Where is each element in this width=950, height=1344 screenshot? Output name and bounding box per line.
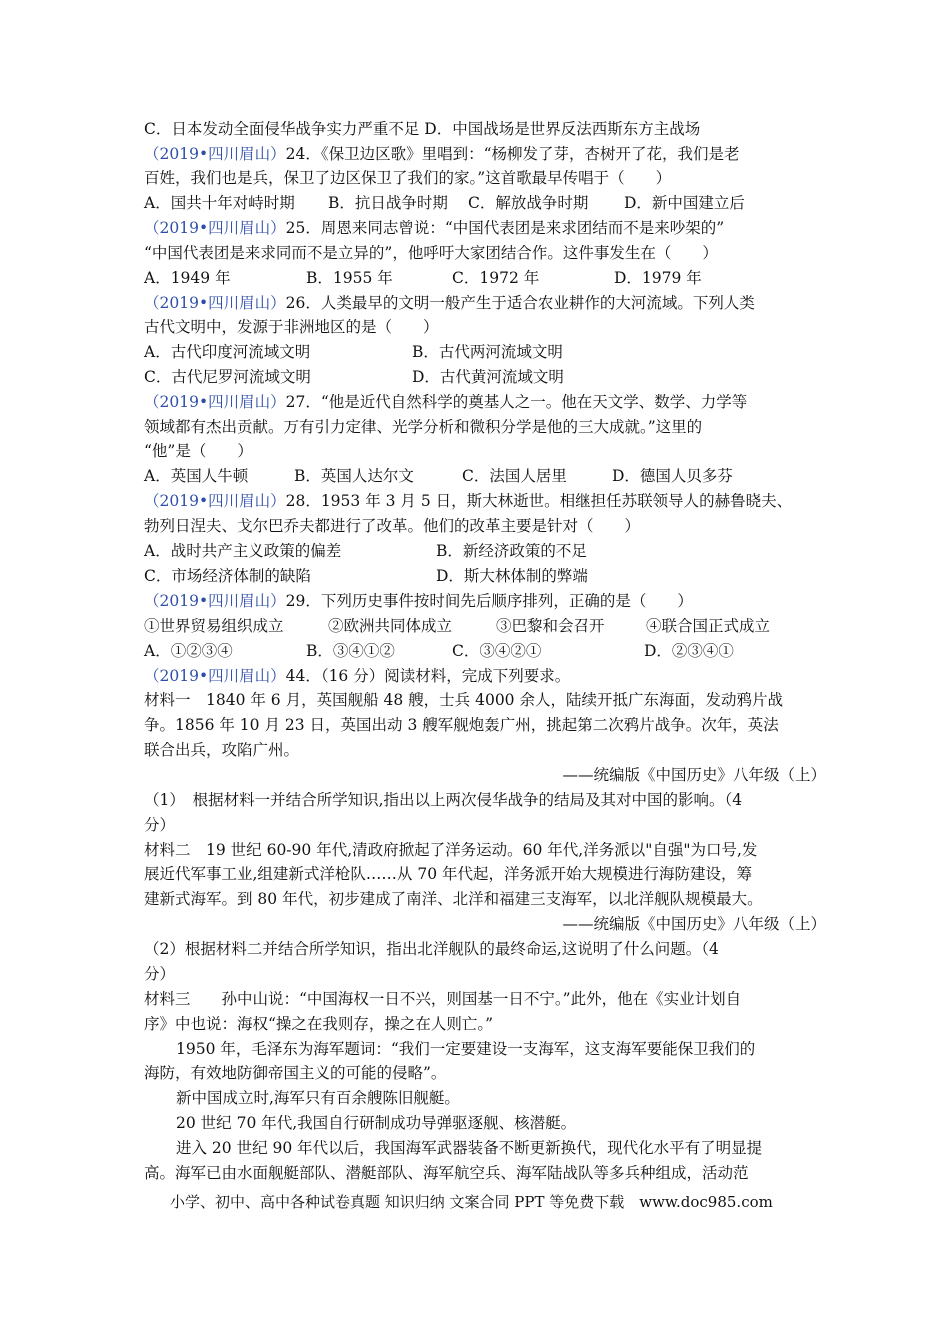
text-line: 高。海军已由水面舰艇部队、潜艇部队、海军航空兵、海军陆战队等多兵种组成，活动范 — [144, 1164, 749, 1182]
options-row — [144, 466, 804, 486]
citation: ——统编版《中国历史》八年级（上） — [562, 766, 826, 784]
question-text: 25．周恩来同志曾说：“中国代表团是来求团结而不是来吵架的” — [285, 219, 725, 237]
events-row — [144, 616, 804, 636]
question-26 — [144, 293, 755, 313]
options-row — [144, 541, 804, 561]
text-line: 材料三 孙中山说：“中国海权一日不兴，则国基一日不宁。”此外，他在《实业计划自 — [144, 990, 742, 1008]
text-line: 百姓，我们也是兵，保卫了边区保卫了我们的家。”这首歌最早传唱于（ ） — [144, 169, 672, 187]
option-a: A．①②③④ — [144, 642, 233, 660]
text-line: 材料二 19 世纪 60-90 年代,清政府掀起了洋务运动。60 年代,洋务派以"自强"为口号,发 — [144, 841, 758, 859]
citation: ——统编版《中国历史》八年级（上） — [562, 915, 826, 933]
option-a: A．1949 年 — [144, 269, 231, 287]
question-text: 27．“他是近代自然科学的奠基人之一。他在天文学、数学、力学等 — [285, 393, 748, 411]
event-item: ②欧洲共同体成立 — [328, 617, 453, 635]
option-b: B．新经济政策的不足 — [436, 542, 587, 560]
text-line: 1950 年，毛泽东为海军题词：“我们一定要建设一支海军，这支海军要能保卫我们的 — [176, 1040, 756, 1058]
question-text: 24．《保卫边区歌》里唱到：“杨柳发了芽，杏树开了花，我们是老 — [285, 145, 740, 163]
event-item: ③巴黎和会召开 — [496, 617, 605, 635]
option-b: B．1955 年 — [306, 269, 393, 287]
options-row — [144, 342, 804, 362]
source-tag: （2019•四川眉山） — [144, 393, 286, 411]
option-d: D．②③④① — [644, 642, 734, 660]
option-b: B．古代两河流域文明 — [412, 343, 563, 361]
text-line: （1） 根据材料一并结合所学知识,指出以上两次侵华战争的结局及其对中国的影响。（4 — [144, 791, 743, 809]
option-c: C．法国人居里 — [462, 467, 567, 485]
option-c: C．1972 年 — [452, 269, 540, 287]
question-44 — [144, 666, 570, 686]
text-line: “他”是（ ） — [144, 442, 253, 460]
text-line: C．日本发动全面侵华战争实力严重不足 D．中国战场是世界反法西斯东方主战场 — [144, 120, 701, 138]
question-text: 26．人类最早的文明一般产生于适合农业耕作的大河流域。下列人类 — [285, 294, 755, 312]
source-tag: （2019•四川眉山） — [144, 219, 286, 237]
text-line: 联合出兵，攻陷广州。 — [144, 741, 300, 759]
text-line: 分） — [144, 816, 176, 834]
text-line: 勃列日涅夫、戈尔巴乔夫都进行了改革。他们的改革主要是针对（ ） — [144, 517, 641, 535]
option-a: A．古代印度河流域文明 — [144, 343, 311, 361]
text-line: 材料一 1840 年 6 月，英国舰船 48 艘，士兵 4000 余人，陆续开抵广东海面，发动鸦片战 — [144, 691, 783, 709]
source-tag: （2019•四川眉山） — [144, 145, 286, 163]
text-line: 古代文明中，发源于非洲地区的是（ ） — [144, 318, 439, 336]
footer-text: 小学、初中、高中各种试卷真题 知识归纳 文案合同 PPT 等免费下载 www.doc985.com — [170, 1193, 773, 1211]
question-24 — [144, 144, 740, 164]
options-row — [144, 367, 804, 387]
text-line: 20 世纪 70 年代,我国自行研制成功导弹驱逐舰、核潜艇。 — [176, 1114, 577, 1132]
option-b: B．抗日战争时期 — [328, 194, 448, 212]
option-b: B．③④①② — [306, 642, 395, 660]
option-a: A．战时共产主义政策的偏差 — [144, 542, 342, 560]
source-tag: （2019•四川眉山） — [144, 492, 286, 510]
option-d: D．德国人贝多芬 — [612, 467, 733, 485]
option-c: C．③④②① — [452, 642, 542, 660]
question-27 — [144, 392, 747, 412]
text-line: （2）根据材料二并结合所学知识，指出北洋舰队的最终命运,这说明了什么问题。（4 — [144, 940, 719, 958]
text-line: 领域都有杰出贡献。万有引力定律、光学分析和微积分学是他的三大成就。”这里的 — [144, 418, 703, 436]
option-a: A．国共十年对峙时期 — [144, 194, 295, 212]
question-29 — [144, 591, 693, 611]
text-line: 海防，有效地防御帝国主义的可能的侵略”。 — [144, 1064, 447, 1082]
text-line: 序》中也说：海权“操之在我则存，操之在人则亡。” — [144, 1015, 494, 1033]
option-b: B．英国人达尔文 — [294, 467, 414, 485]
source-tag: （2019•四川眉山） — [144, 294, 286, 312]
option-c: C．市场经济体制的缺陷 — [144, 567, 311, 585]
option-c: C．解放战争时期 — [468, 194, 589, 212]
question-28 — [144, 491, 792, 511]
question-text: 28．1953 年 3 月 5 日，斯大林逝世。相继担任苏联领导人的赫鲁晓夫、 — [285, 492, 793, 510]
options-row — [144, 268, 804, 288]
text-line: 分） — [144, 965, 176, 983]
text-line: 新中国成立时,海军只有百余艘陈旧舰艇。 — [176, 1089, 460, 1107]
event-item: ④联合国正式成立 — [646, 617, 771, 635]
option-d: D．1979 年 — [614, 269, 702, 287]
source-tag: （2019•四川眉山） — [144, 592, 286, 610]
text-line: 进入 20 世纪 90 年代以后，我国海军武器装备不断更新换代，现代化水平有了明显提 — [176, 1139, 763, 1157]
source-tag: （2019•四川眉山） — [144, 667, 286, 685]
options-row — [144, 641, 804, 661]
text-line: 建新式海军。到 80 年代，初步建成了南洋、北洋和福建三支海军，以北洋舰队规模最大。 — [144, 890, 763, 908]
options-row — [144, 566, 804, 586]
text-line: 争。1856 年 10 月 23 日，英国出动 3 艘军舰炮轰广州，挑起第二次鸦片战争。次年，英法 — [144, 716, 779, 734]
question-25 — [144, 218, 724, 238]
event-item: ①世界贸易组织成立 — [144, 617, 284, 635]
options-row — [144, 193, 804, 213]
text-line: “中国代表团是来求同而不是立异的”，他呼吁大家团结合作。这件事发生在（ ） — [144, 244, 718, 262]
option-d: D．斯大林体制的弊端 — [436, 567, 588, 585]
text-line: 展近代军事工业,组建新式洋枪队……从 70 年代起，洋务派开始大规模进行海防建设，筹 — [144, 865, 753, 883]
option-a: A．英国人牛顿 — [144, 467, 249, 485]
question-text: 44．（16 分）阅读材料，完成下列要求。 — [285, 667, 571, 685]
option-d: D．古代黄河流域文明 — [412, 368, 564, 386]
option-c: C．古代尼罗河流域文明 — [144, 368, 311, 386]
option-d: D．新中国建立后 — [624, 194, 745, 212]
question-text: 29．下列历史事件按时间先后顺序排列，正确的是（ ） — [285, 592, 693, 610]
